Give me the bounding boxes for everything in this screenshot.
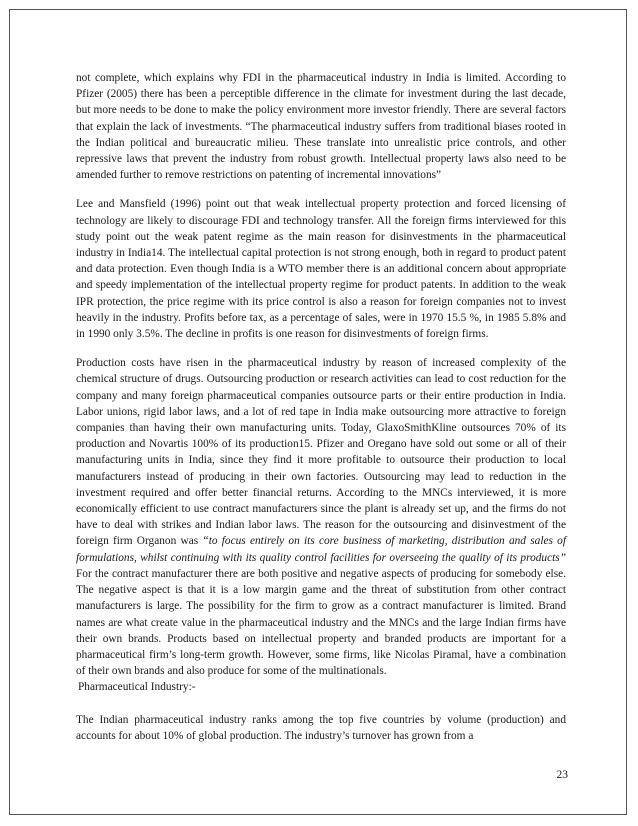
- page-number: 23: [556, 769, 568, 781]
- production-costs-text: Production costs have risen in the pharmaceutical industry by reason of increased complexity of the chemical structure of drugs. Outsourcing production or research activities can lead to cost reduction for the company and many foreign pharmaceutical companies outsource parts or their entire production in India. Labor unions, rigid labor laws, and a lot of red tape in India make outsourcing more attractive to foreign companies than having their own manufacturing units. Today, GlaxoSmithKline outsources 70% of its production and Novartis 100% of its production15. Pfizer and Oregano have sold out some or all of their manufacturing units in India, since they find it more profitable to outsource their production to local manufacturers instead of producing in their own factories. Outsourcing may lead to reduction in the investment required and offer better financial returns. According to the MNCs interviewed, it is more economically efficient to use contract manufacturers since the plant is already set up, and the firms do not have to deal with strikes and Indian labor laws. The reason for the outsourcing and disinvestment of the foreign firm Organon was: [76, 357, 566, 548]
- paragraph-fdi-limited: not complete, which explains why FDI in the pharmaceutical industry in India is limited. According to Pfizer (2005) there has been a perceptible difference in the climate for investment during the last decade, but more needs to be done to make the policy environment more investor friendly. There are several factors that explain the lack of investments. “The pharmaceutical industry suffers from traditional biases rooted in the Indian political and bureaucratic milieu. These translate into unrealistic price controls, and other repressive laws that prevent the industry from robust growth. Intellectual property laws also need to be amended further to remove restrictions on patenting of incremental innovations”: [76, 72, 566, 182]
- paragraph-production-costs: [76, 355, 566, 679]
- organon-quote: “to focus entirely on its core business of marketing, distribution and sales of formulations, whilst continuing with its quality control facilities for overseeing the quality of its products”: [76, 535, 566, 564]
- contract-manufacturer-text: For the contract manufacturer there are both positive and negative aspects of producing for somebody else. The negative aspect is that it is a low margin game and the threat of substitution from other contract manufacturers is large. The possibility for the firm to grow as a contract manufacturer is limited. Brand names are what create value in the pharmaceutical industry and the MNCs and the large Indian firms have their own brands. Products based on intellectual property and branded products are important for a pharmaceutical firm’s long-term growth. However, some firms, like Nicolas Piramal, have a combination of their own brands and also produce for some of the multinationals.: [76, 567, 566, 678]
- document-body: [76, 70, 566, 757]
- section-heading: Pharmaceutical Industry:-: [78, 681, 196, 694]
- paragraph-industry-ranking: The Indian pharmaceutical industry ranks among the top five countries by volume (production) and accounts for about 10% of global production. The industry’s turnover has grown from a: [76, 713, 566, 742]
- paragraph-lee-mansfield: Lee and Mansfield (1996) point out that weak intellectual property protection and forced licensing of technology are likely to discourage FDI and technology transfer. All the foreign firms interviewed for this study point out the weak patent regime as the main reason for disinvestments in the pharmaceutical industry in India14. The intellectual capital protection is not strong enough, both in regard to product patent and data protection. Even though India is a WTO member there is an additional concern about appropriate and speedy implementation of the intellectual property regime for product patents. In addition to the weak IPR protection, the price regime with its price control is also a reason for foreign companies not to invest heavily in the industry. Profits before tax, as a percentage of sales, were in 1970 15.5 %, in 1985 5.8% and in 1990 only 3.5%. The decline in profits is one reason for disinvestments of foreign firms.: [76, 198, 566, 341]
